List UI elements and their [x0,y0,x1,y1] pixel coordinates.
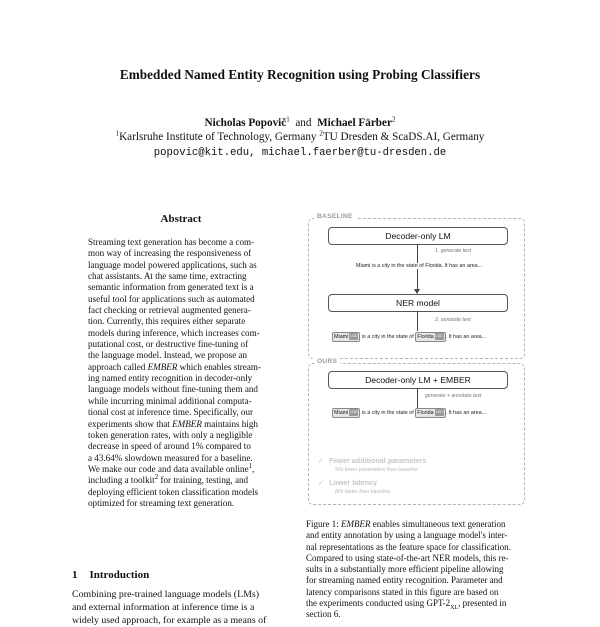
ours-label: OURS [314,358,340,365]
step-1-label: 1. generate text [435,248,472,254]
affiliation-line [0,131,600,143]
entity-tag: LOC [435,410,443,414]
benefit-fewer-params [318,456,427,465]
affil-1-sup: 1 [115,129,120,138]
author-joiner: and [295,117,312,129]
caption-line: sults in a substantially more efficient pipeline allowing [306,564,504,575]
abstract-line: models during inference, which increases com- [88,327,260,338]
author-emails: popovic@kit.edu, michael.faerber@tu-dresden.de [153,147,447,159]
benefit-lower-latency [318,478,377,487]
decoder-ember-box: Decoder-only LM + EMBER [328,371,508,389]
caption-line: for streaming named entity recognition. Parameter and [306,575,503,586]
section-number: 1 [72,569,78,581]
caption-line: latency comparisons stated in this figure are based on [306,586,499,597]
intro-line: Combining pre-trained language models (LMs) [72,589,260,600]
ember-emphasis: EMBER [147,361,178,372]
flow-arrow-line [417,311,418,331]
abstract-line: a 43.64% slowdown measured for a baseline. [88,452,253,463]
abstract-line: fact checking or retrieval augmented genera- [88,305,251,316]
caption-emphasis: EMBER [341,519,371,529]
abstract-line: ing named entity recognition in decoder-only [88,373,253,384]
benefit-fewer-params-detail: 50x fewer parameters than baseline [335,467,418,473]
abstract-line: Streaming text generation has become a com- [88,237,255,247]
entity-text: Florida [417,410,434,416]
baseline-label: BASELINE [314,213,356,220]
entity-miami [332,408,360,418]
gpt-subscript: XL [450,604,459,611]
section-heading-introduction [72,569,149,581]
caption-line: nal representations as the feature space for classification. [306,541,511,552]
author-1-name: Nicholas Popovič [204,117,287,129]
abstract-line: semantic information from generated text is a [88,282,254,293]
benefit-lower-latency-detail: 80x faster than baseline [335,489,391,495]
caption-line: and entity annotation by using a language model's inter- [306,530,508,541]
annotated-sentence-baseline [332,332,486,342]
abstract-line: the language model. Instead, we propose an [88,350,248,361]
abstract-line-text: We make our code and data available online [88,463,249,474]
caption-text: the experiments conducted using GPT-2 [306,598,451,609]
sentence-fragment: . It has an area... [445,410,487,416]
entity-text: Miami [334,334,349,340]
author-1-sup: 1 [286,115,290,124]
caption-line: section 6. [306,609,341,620]
entity-text: Miami [334,410,349,416]
entity-tag: LOC [350,410,358,414]
abstract-body [88,237,278,509]
abstract-heading: Abstract [160,213,202,225]
ours-step-label: generate + annotate text [425,393,482,399]
author-2-sup: 2 [391,115,396,124]
abstract-line: deploying efficient token classification models [88,486,259,497]
intro-line: widely used approach, for example as a means of [72,615,267,626]
check-icon: ✓ [318,478,325,487]
author-2-name: Michael Färber [317,117,392,129]
abstract-line: chat assistants. At the same time, extracting [88,271,247,282]
generated-sentence: Miami is a city in the state of Florida. It has an area... [356,263,483,269]
footnote-1-marker: 1 [248,461,253,470]
step-2-label: 2. annotate text [435,317,471,323]
ember-emphasis: EMBER [172,418,202,429]
entity-tag: LOC [435,334,443,338]
section-title: Introduction [89,569,150,581]
abstract-line-toolkit [88,475,278,486]
sentence-fragment: . It has an area... [445,334,487,340]
abstract-line: language model powered applications, such as [88,259,257,270]
entity-text: Florida [417,334,434,340]
abstract-line: while incurring minimal additional computa- [88,395,252,406]
entity-miami [332,332,360,342]
ner-model-box: NER model [328,294,508,312]
introduction-body [72,588,290,627]
footnote-2-marker: 2 [154,473,159,482]
abstract-line: putational cost, or destructive fine-tuning of [88,339,249,350]
annotated-sentence-ours [332,408,486,418]
abstract-line-footnote: We make our code and data available online$^1$, [88,461,255,474]
author-line [0,117,600,129]
abstract-line-text: for training, testing, and [158,475,249,486]
flow-arrow-line [417,388,418,408]
affil-1-text: Karlsruhe Institute of Technology, Germany [119,131,320,143]
affil-2-text: TU Dresden & ScaDS.AI, Germany [322,131,485,143]
abstract-line-ember: approach called EMBER which enables stream- [88,361,261,372]
intro-line: and external information at inference time is a [72,602,255,613]
figure-1-caption [306,519,530,621]
abstract-line-text: including a toolkit [88,475,155,486]
check-icon: ✓ [318,456,325,465]
abstract-line: token generation rates, with only a negligible [88,429,253,440]
abstract-line: useful tool for applications such as automated [88,293,255,304]
caption-text: , presented in [458,598,507,609]
abstract-line: optimized for streaming text generation. [88,497,235,508]
abstract-line: tion. Currently, this requires either separate [88,316,246,327]
benefit-text: Fewer additional parameters [329,456,427,465]
abstract-line: tional cost at inference time. Specifically, our [88,407,254,418]
entity-tag: LOC [350,334,358,338]
caption-line: Compared to using state-of-the-art NER models, this re- [306,552,509,563]
abstract-line: mon way of increasing the responsiveness of [88,248,252,259]
entity-florida [415,332,445,342]
abstract-line: decrease in speed of around 1% compared to [88,441,251,452]
caption-text: enables simultaneous text generation [372,519,506,529]
sentence-fragment: is a city in the state of [360,410,416,416]
paper-title: Embedded Named Entity Recognition using Probing Classifiers [119,67,481,82]
decoder-only-lm-box: Decoder-only LM [328,227,508,245]
caption-line [306,519,530,530]
sentence-fragment: is a city in the state of [360,334,416,340]
abstract-line-ember: experiments show that EMBER maintains high [88,418,258,429]
affil-2-sup: 2 [319,129,323,138]
abstract-line: language models without fine-tuning them and [88,384,258,395]
figure-1 [306,212,530,517]
benefit-text: Lower latency [329,478,377,487]
caption-label: Figure 1: [306,519,339,529]
entity-florida [415,408,445,418]
